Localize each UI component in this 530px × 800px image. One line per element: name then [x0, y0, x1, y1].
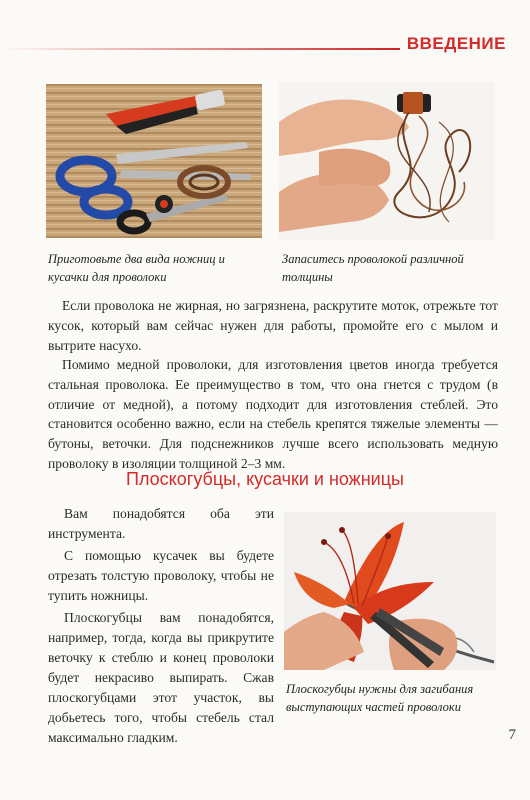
- tools-photo: [46, 84, 262, 238]
- paragraph-2: Помимо медной проволоки, для изготовления цветов иногда требуется стальная проволока. Ее преимущество в том, что она гнется с трудом (в отличие от медной), а потому подходит для изготовления стеблей. Это становится особенно важно, если на стебель крепятся тяжелые элементы — бутоны, веточки. Для подснежников лучше всего использовать медную проволоку в изоляции толщиной 2–3 мм.: [48, 357, 498, 471]
- caption-lily: Плоскогубцы нужны для загибания выступающих частей проволоки: [286, 682, 474, 714]
- lily-photo: [284, 512, 496, 670]
- page-number: 7: [508, 727, 516, 743]
- page-header: [0, 34, 506, 58]
- section-paragraph-1: Вам понадобятся оба эти инструмента.: [48, 506, 274, 541]
- caption-wire: Запаситесь проволокой различной толщины: [282, 252, 464, 284]
- section-title: Плоскогубцы, кусачки и ножницы: [126, 469, 404, 489]
- section-body: [48, 504, 274, 750]
- tools-illustration: [46, 84, 262, 238]
- section-paragraph-3: Плоскогубцы вам понадобятся, например, тогда, когда вы прикрутите веточку к стеблю и конец проволоки будет некрасиво выпирать. Сжав плоскогубцами этот участок, вы добьетесь того, чтобы стебель стал максимально гладким.: [48, 610, 274, 745]
- lily-illustration: [284, 512, 496, 670]
- wire-illustration: [279, 82, 495, 240]
- wire-photo: [279, 82, 495, 240]
- paragraph-1: Если проволока не жирная, но загрязнена, раскрутите моток, отрежьте тот кусок, который вам сейчас нужен для работы, промойте его с мылом и вытрите насухо.: [48, 298, 498, 353]
- caption-tools: Приготовьте два вида ножниц и кусачки для проволоки: [48, 252, 225, 284]
- section-paragraph-2: С помощью кусачек вы будете отрезать толстую проволоку, чтобы не тупить ножницы.: [48, 548, 274, 603]
- header-title: ВВЕДЕНИЕ: [406, 34, 506, 53]
- header-rule: [0, 48, 400, 50]
